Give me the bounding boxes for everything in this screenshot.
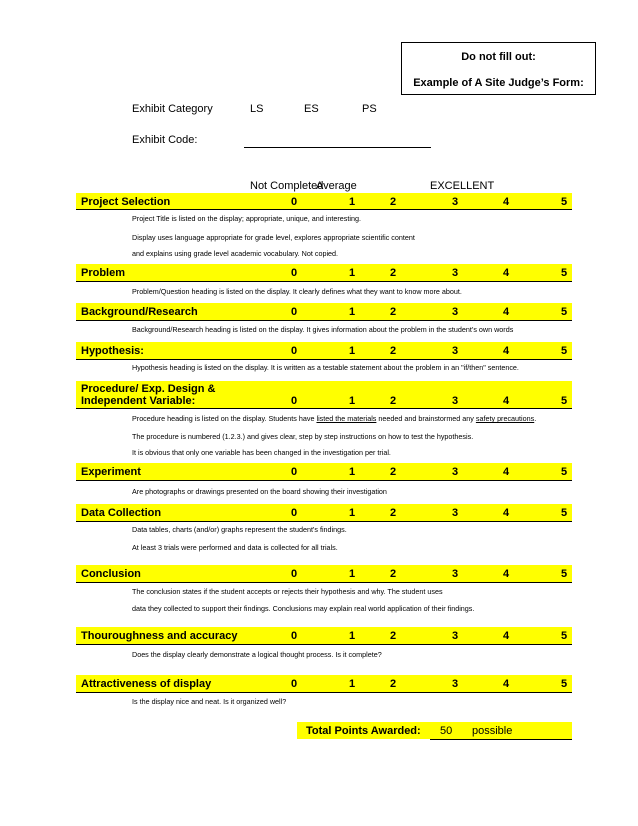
- criterion-description: The conclusion states if the student accepts or rejects their hypothesis and why. The student uses: [132, 587, 443, 596]
- criterion-band: [76, 381, 572, 409]
- score-3[interactable]: 3: [451, 306, 459, 318]
- score-2[interactable]: 2: [389, 267, 397, 279]
- category-option-ps[interactable]: PS: [362, 103, 377, 115]
- score-3[interactable]: 3: [451, 267, 459, 279]
- notice-line-1: Do not fill out:: [461, 51, 536, 63]
- score-1[interactable]: 1: [348, 466, 356, 478]
- score-1[interactable]: 1: [348, 267, 356, 279]
- notice-box: [401, 42, 596, 95]
- criterion-title: Conclusion: [81, 568, 141, 580]
- total-points: 50: [440, 725, 453, 737]
- criterion-description: At least 3 trials were performed and data is collected for all trials.: [132, 543, 338, 552]
- score-0[interactable]: 0: [290, 306, 298, 318]
- score-4[interactable]: 4: [502, 196, 510, 208]
- criterion-title: Thouroughness and accuracy: [81, 630, 238, 642]
- description-text: .: [534, 414, 537, 423]
- score-2[interactable]: 2: [389, 306, 397, 318]
- score-4[interactable]: 4: [502, 267, 510, 279]
- score-0[interactable]: 0: [290, 267, 298, 279]
- score-3[interactable]: 3: [451, 466, 459, 478]
- criterion-title: Background/Research: [81, 306, 198, 318]
- score-4[interactable]: 4: [502, 345, 510, 357]
- score-0[interactable]: 0: [290, 345, 298, 357]
- score-2[interactable]: 2: [389, 345, 397, 357]
- underlined-phrase: listed the materials: [316, 414, 377, 423]
- criterion-description: [132, 414, 536, 423]
- score-5[interactable]: 5: [560, 466, 568, 478]
- exhibit-code-label: Exhibit Code:: [132, 134, 198, 146]
- criterion-title: Data Collection: [81, 507, 162, 519]
- category-label: Exhibit Category: [132, 103, 213, 115]
- criterion-band: [76, 565, 572, 583]
- criterion-description: Are photographs or drawings presented on the board showing their investigation: [132, 487, 387, 496]
- criterion-band: [76, 193, 572, 210]
- score-3[interactable]: 3: [451, 568, 459, 580]
- total-possible: possible: [472, 725, 513, 737]
- total-label: Total Points Awarded:: [306, 725, 421, 737]
- score-4[interactable]: 4: [502, 507, 510, 519]
- criterion-band: [76, 342, 572, 360]
- criterion-description: Does the display clearly demonstrate a logical thought process. Is it complete?: [132, 650, 382, 659]
- score-2[interactable]: 2: [389, 568, 397, 580]
- criterion-description: Hypothesis heading is listed on the display. It is written as a testable statement about the problem in an "if/then" sentence.: [132, 363, 519, 372]
- score-5[interactable]: 5: [560, 678, 568, 690]
- criterion-description: Data tables, charts (and/or) graphs represent the student's findings.: [132, 525, 347, 534]
- score-4[interactable]: 4: [502, 630, 510, 642]
- criterion-band: [76, 303, 572, 321]
- total-box: [297, 722, 572, 739]
- score-0[interactable]: 0: [290, 395, 298, 407]
- underlined-phrase: safety precautions: [475, 414, 535, 423]
- score-1[interactable]: 1: [348, 395, 356, 407]
- criterion-description: and explains using grade level academic vocabulary. Not copied.: [132, 249, 339, 258]
- score-1[interactable]: 1: [348, 196, 356, 208]
- criterion-title: Independent Variable:: [81, 395, 196, 407]
- category-option-ls[interactable]: LS: [250, 103, 264, 115]
- notice-line-2: Example of A Site Judge’s Form:: [413, 77, 584, 89]
- score-4[interactable]: 4: [502, 306, 510, 318]
- score-1[interactable]: 1: [348, 306, 356, 318]
- criterion-description: It is obvious that only one variable has been changed in the investigation per trial.: [132, 448, 391, 457]
- criterion-description: Is the display nice and neat. Is it organized well?: [132, 697, 287, 706]
- score-3[interactable]: 3: [451, 678, 459, 690]
- score-1[interactable]: 1: [348, 345, 356, 357]
- score-5[interactable]: 5: [560, 568, 568, 580]
- criterion-description: data they collected to support their findings. Conclusions may explain real world application of their findings.: [132, 604, 475, 613]
- score-2[interactable]: 2: [389, 466, 397, 478]
- score-5[interactable]: 5: [560, 306, 568, 318]
- description-text: needed and brainstormed any: [376, 414, 476, 423]
- criterion-title: Procedure/ Exp. Design &: [81, 383, 216, 395]
- score-2[interactable]: 2: [389, 678, 397, 690]
- scale-label-not-completed: Not Completed: [250, 180, 324, 192]
- criterion-description: Project Title is listed on the display; appropriate, unique, and interesting.: [132, 214, 361, 223]
- score-3[interactable]: 3: [451, 345, 459, 357]
- score-4[interactable]: 4: [502, 568, 510, 580]
- category-option-es[interactable]: ES: [304, 103, 319, 115]
- criterion-description: The procedure is numbered (1.2.3.) and gives clear, step by step instructions on how to test the hypothesis.: [132, 432, 474, 441]
- criterion-title: Problem: [81, 267, 126, 279]
- score-3[interactable]: 3: [451, 196, 459, 208]
- criterion-title: Experiment: [81, 466, 141, 478]
- description-text: Procedure heading is listed on the display. Students have: [132, 414, 317, 423]
- score-4[interactable]: 4: [502, 678, 510, 690]
- criterion-description: Problem/Question heading is listed on the display. It clearly defines what they want to know more about.: [132, 287, 462, 296]
- criterion-title: Attractiveness of display: [81, 678, 212, 690]
- score-3[interactable]: 3: [451, 507, 459, 519]
- scale-label-excellent: EXCELLENT: [430, 180, 495, 192]
- criterion-band: [76, 264, 572, 282]
- score-1[interactable]: 1: [348, 630, 356, 642]
- score-1[interactable]: 1: [348, 678, 356, 690]
- score-4[interactable]: 4: [502, 466, 510, 478]
- score-5[interactable]: 5: [560, 630, 568, 642]
- score-1[interactable]: 1: [348, 507, 356, 519]
- score-0[interactable]: 0: [290, 466, 298, 478]
- criterion-band: [76, 504, 572, 522]
- criterion-title: Hypothesis:: [81, 345, 144, 357]
- criterion-description: Background/Research heading is listed on the display. It gives information about the problem in the student’s own words: [132, 325, 514, 334]
- score-0[interactable]: 0: [290, 507, 298, 519]
- criterion-description: Display uses language appropriate for grade level, explores appropriate scientific content: [132, 233, 415, 242]
- criterion-title: Project Selection: [81, 196, 171, 208]
- criterion-band: [76, 627, 572, 645]
- score-5[interactable]: 5: [560, 395, 568, 407]
- score-2[interactable]: 2: [389, 196, 397, 208]
- score-0[interactable]: 0: [290, 678, 298, 690]
- exhibit-code-field[interactable]: [244, 147, 431, 148]
- score-4[interactable]: 4: [502, 395, 510, 407]
- score-1[interactable]: 1: [348, 568, 356, 580]
- criterion-band: [76, 675, 572, 693]
- score-2[interactable]: 2: [389, 395, 397, 407]
- criterion-band: [76, 463, 572, 481]
- score-2[interactable]: 2: [389, 630, 397, 642]
- score-0[interactable]: 0: [290, 568, 298, 580]
- score-5[interactable]: 5: [560, 196, 568, 208]
- score-5[interactable]: 5: [560, 507, 568, 519]
- score-5[interactable]: 5: [560, 267, 568, 279]
- score-0[interactable]: 0: [290, 630, 298, 642]
- score-0[interactable]: 0: [290, 196, 298, 208]
- score-3[interactable]: 3: [451, 630, 459, 642]
- score-3[interactable]: 3: [451, 395, 459, 407]
- score-2[interactable]: 2: [389, 507, 397, 519]
- total-underline: [430, 739, 572, 740]
- scale-label-average: Average: [316, 180, 357, 192]
- score-5[interactable]: 5: [560, 345, 568, 357]
